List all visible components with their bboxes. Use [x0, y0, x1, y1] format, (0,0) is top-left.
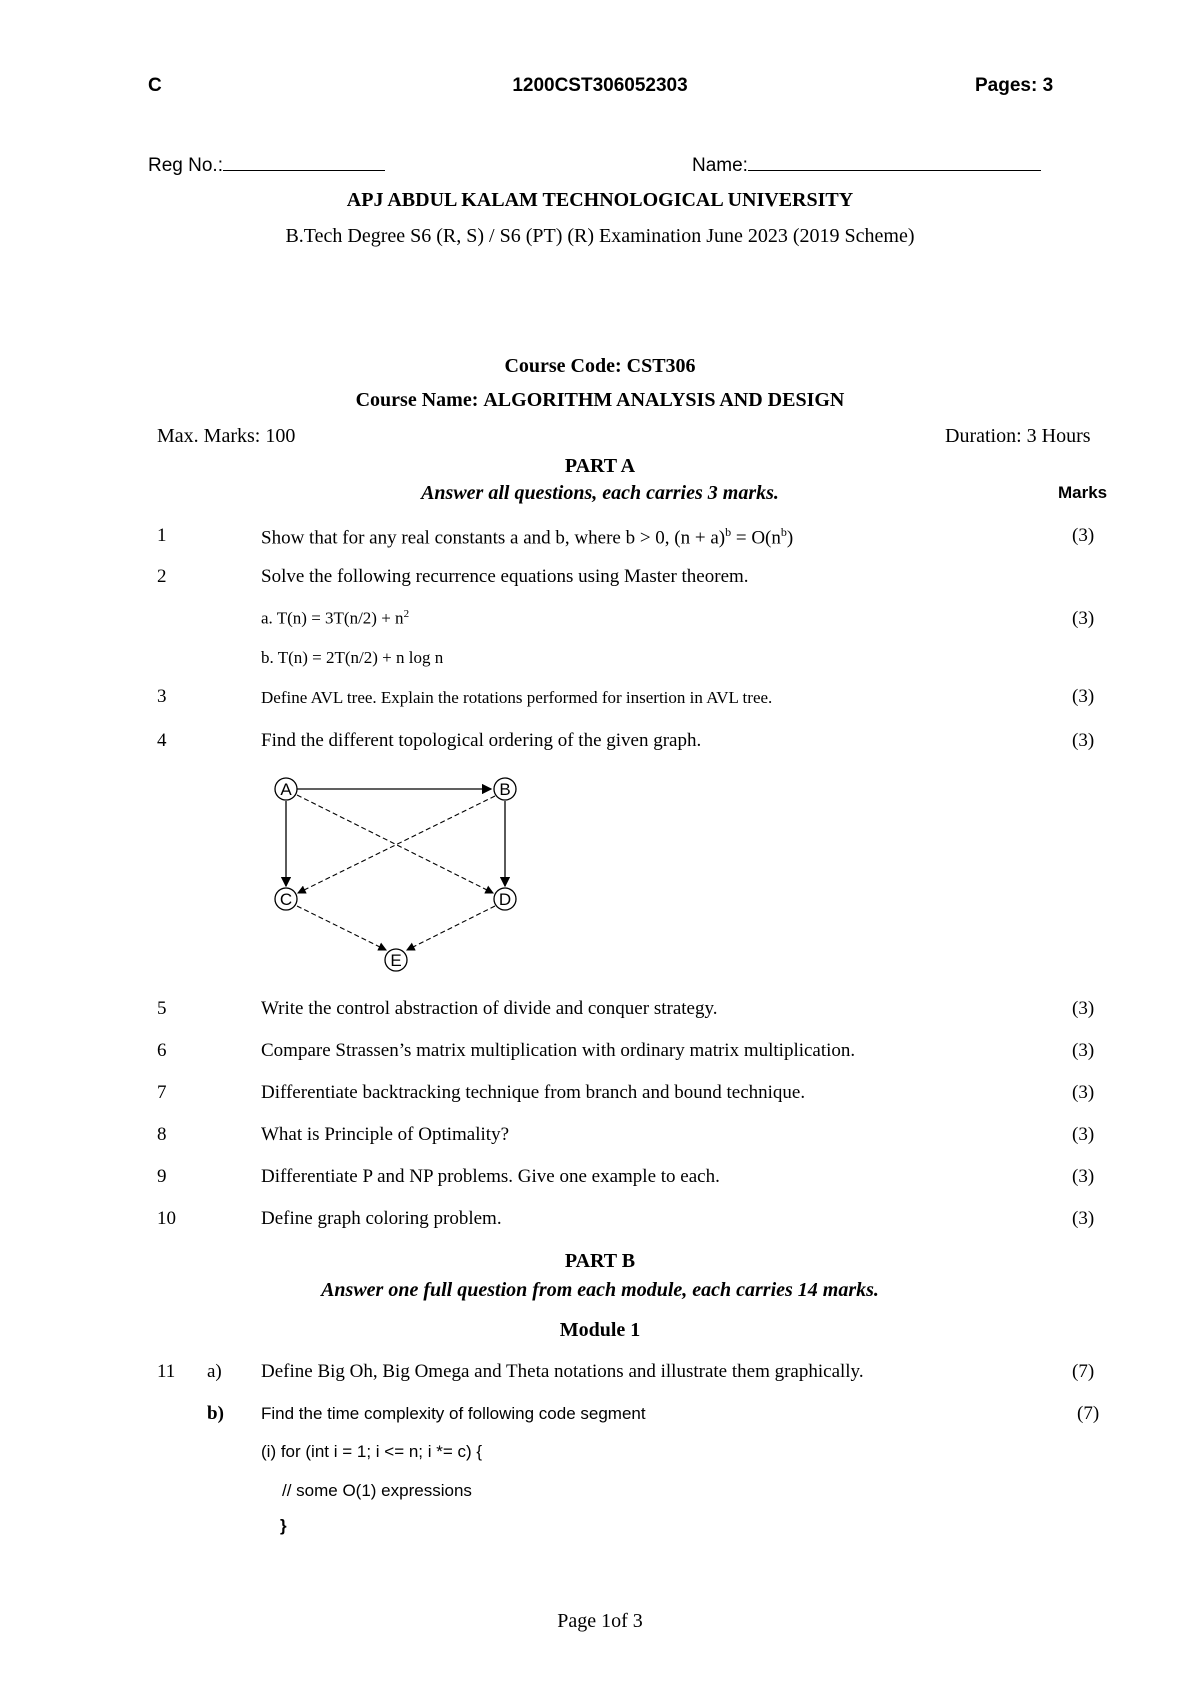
q1-text: Show that for any real constants a and b, where b > 0, $(n + a)^b = O(n^b)$: [261, 525, 794, 549]
course-name-label: Course Name:: [355, 389, 479, 411]
q9-marks: (3): [1072, 1166, 1095, 1187]
q11a-marks: (7): [1072, 1361, 1095, 1382]
q2-number: 2: [157, 566, 167, 587]
q2a-text: a. $T(n) = 3T(n/2) + n^2$: [261, 608, 410, 628]
name-field: [692, 154, 1041, 177]
header-pages: Pages: 3: [975, 75, 1054, 96]
q10-number: 10: [157, 1208, 176, 1229]
module-1-title: Module 1: [559, 1319, 641, 1341]
q2-text: Solve the following recurrence equations using Master theorem.: [261, 566, 749, 587]
exam-title: B.Tech Degree S6 (R, S) / S6 (PT) (R) Examination June 2023 (2019 Scheme): [285, 225, 915, 247]
q4-text: Find the different topological ordering of the given graph.: [261, 730, 702, 751]
q6-marks: (3): [1072, 1040, 1095, 1061]
q9-text: Differentiate P and NP problems. Give one example to each.: [261, 1166, 720, 1187]
q1-marks: (3): [1072, 525, 1095, 546]
header-paper-code: 1200CST306052303: [512, 75, 688, 96]
university-title: APJ ABDUL KALAM TECHNOLOGICAL UNIVERSITY: [346, 189, 854, 211]
q11a-label: a): [207, 1361, 222, 1382]
q7-marks: (3): [1072, 1082, 1095, 1103]
q11b-text: Find the time complexity of following code segment: [261, 1404, 646, 1423]
graph-node-b: [494, 778, 516, 800]
course-code: Course Code: CST306: [504, 355, 696, 377]
q9-number: 9: [157, 1166, 167, 1187]
q10-text: Define graph coloring problem.: [261, 1208, 502, 1229]
svg-text:A: A: [280, 780, 292, 799]
graph-node-a: [275, 778, 297, 800]
edge-d-e: [407, 906, 495, 950]
q7-number: 7: [157, 1082, 167, 1103]
q8-text: What is Principle of Optimality?: [261, 1124, 510, 1145]
q8-number: 8: [157, 1124, 167, 1145]
q7-text: Differentiate backtracking technique from branch and bound technique.: [261, 1082, 806, 1103]
reg-no-line: [223, 154, 385, 171]
edge-c-e: [297, 906, 386, 950]
q8-marks: (3): [1072, 1124, 1095, 1145]
graph-node-c: [275, 888, 297, 910]
part-b-title: PART B: [564, 1250, 636, 1272]
q1-number: 1: [157, 525, 167, 546]
part-b-instruction: Answer one full question from each module, each carries 14 marks.: [321, 1279, 879, 1301]
topological-graph: [260, 765, 530, 985]
q6-number: 6: [157, 1040, 167, 1061]
q3-text: Define AVL tree. Explain the rotations performed for insertion in AVL tree.: [261, 688, 773, 707]
course-name-value: ALGORITHM ANALYSIS AND DESIGN: [483, 389, 845, 411]
svg-text:D: D: [498, 890, 512, 909]
code-line-1: (i) for (int i = 1; i <= n; i *= c) {: [261, 1442, 483, 1461]
page-footer: Page 1of 3: [557, 1610, 643, 1632]
svg-text:C: C: [279, 890, 293, 909]
q10-marks: (3): [1072, 1208, 1095, 1229]
max-marks: Max. Marks: 100: [157, 425, 296, 447]
q5-number: 5: [157, 998, 167, 1019]
header-series: C: [148, 75, 162, 96]
svg-text:E: E: [390, 951, 402, 970]
reg-no-field: [148, 154, 385, 177]
q3-number: 3: [157, 686, 167, 707]
q3-marks: (3): [1072, 686, 1095, 707]
reg-no-label: Reg No.:: [148, 155, 223, 176]
part-a-instruction: Answer all questions, each carries 3 marks.: [421, 482, 779, 504]
q5-text: Write the control abstraction of divide and conquer strategy.: [261, 998, 718, 1019]
q11a-text: Define Big Oh, Big Omega and Theta notations and illustrate them graphically.: [261, 1361, 864, 1382]
q11b-label: b): [207, 1403, 224, 1424]
part-a-title: PART A: [564, 455, 636, 477]
duration: Duration: 3 Hours: [945, 425, 1091, 447]
graph-node-e: [385, 949, 407, 971]
q6-text: Compare Strassen’s matrix multiplication with ordinary matrix multiplication.: [261, 1040, 856, 1061]
q4-number: 4: [157, 730, 167, 751]
svg-text:B: B: [499, 780, 511, 799]
q5-marks: (3): [1072, 998, 1095, 1019]
q11-number: 11: [157, 1361, 176, 1382]
name-line: [748, 154, 1041, 171]
q11b-marks: (7): [1077, 1403, 1100, 1424]
q4-marks: (3): [1072, 730, 1095, 751]
code-line-3: }: [280, 1516, 287, 1535]
edge-a-d: [297, 795, 493, 893]
name-label: Name:: [692, 155, 748, 176]
q2b-text: b. T(n) = 2T(n/2) + n log n: [261, 648, 444, 667]
graph-node-d: [494, 888, 516, 910]
code-line-2: // some O(1) expressions: [282, 1481, 472, 1500]
marks-header: Marks: [1058, 483, 1108, 502]
course-name: [0, 389, 1200, 412]
q2a-marks: (3): [1072, 608, 1095, 629]
